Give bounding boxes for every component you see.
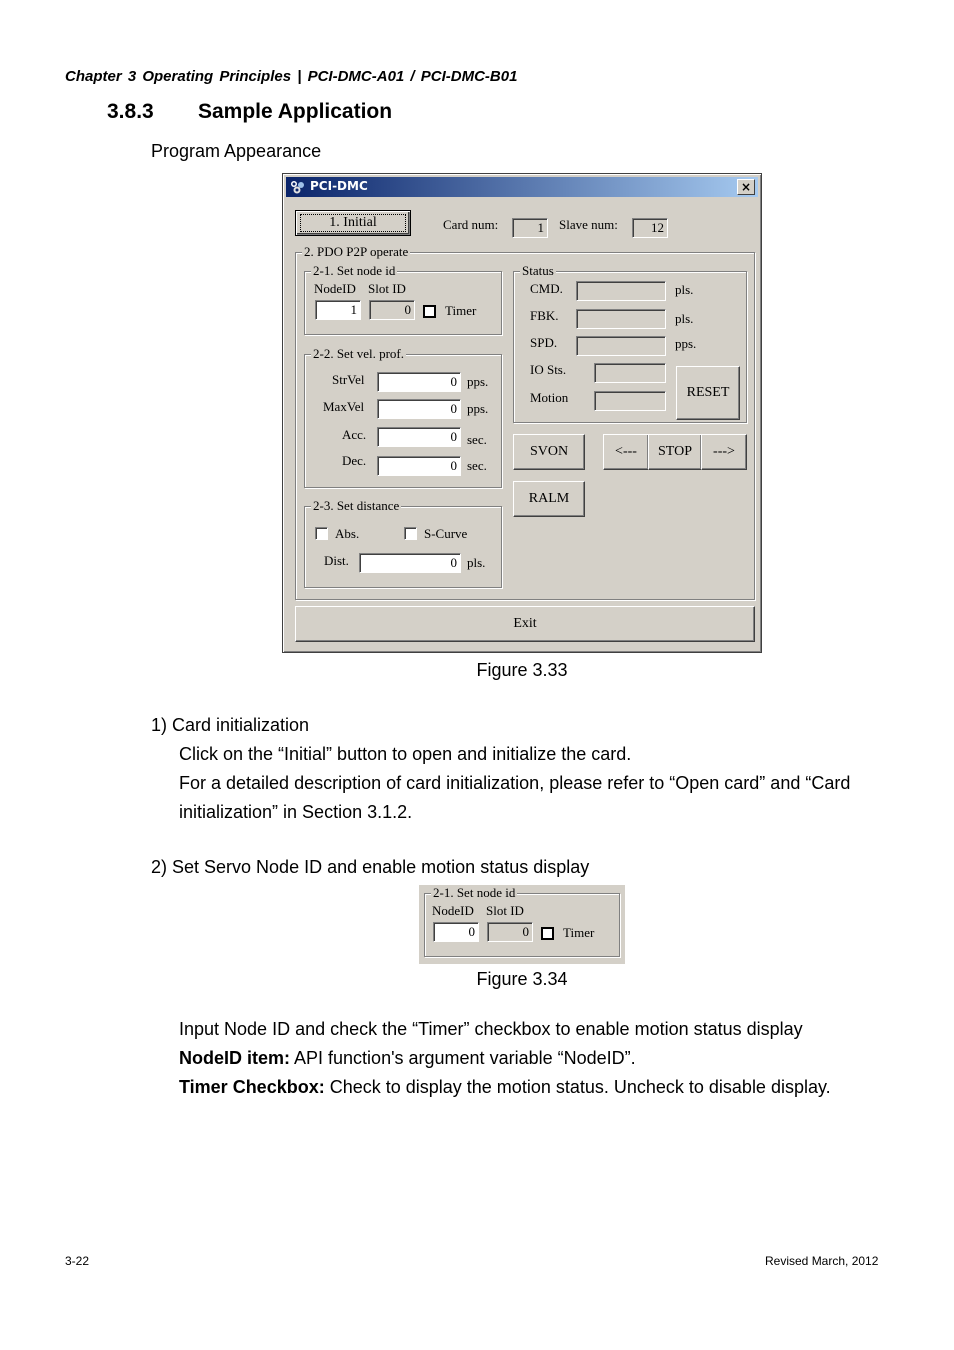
- card-num-field: 1: [512, 218, 548, 238]
- spd-unit: pps.: [675, 336, 697, 351]
- cmd-label: CMD.: [530, 281, 563, 296]
- motion-field: [594, 391, 666, 411]
- initial-button[interactable]: [295, 210, 411, 236]
- figure-3-34-caption: Figure 3.34: [476, 969, 568, 989]
- pdo-p2p-group: [295, 244, 755, 600]
- dec-label: Dec.: [342, 453, 367, 468]
- set-distance-group-label: 2-3. Set distance: [313, 498, 400, 513]
- nodeid-label: NodeID: [314, 281, 356, 296]
- fbk-unit: pls.: [675, 311, 694, 326]
- motion-label: Motion: [530, 390, 569, 405]
- timer-label: Timer: [445, 303, 477, 318]
- reset-button[interactable]: RESET: [676, 366, 740, 420]
- iosts-field: [594, 363, 666, 383]
- revised-date: Revised March, 2012: [765, 1254, 879, 1268]
- close-icon[interactable]: ×: [737, 179, 755, 195]
- initial-button-label: 1. Initial: [329, 215, 377, 230]
- svon-button[interactable]: SVON: [513, 434, 585, 470]
- figure-3-33-caption: Figure 3.33: [476, 660, 568, 680]
- abs-checkbox[interactable]: [315, 527, 328, 540]
- scurve-label: S-Curve: [424, 526, 468, 541]
- fig2-slotid-label: Slot ID: [486, 903, 524, 918]
- fig2-group-label: 2-1. Set node id: [433, 885, 516, 900]
- status-group: [513, 263, 747, 423]
- cmd-unit: pls.: [675, 282, 694, 297]
- cmd-field: [576, 281, 666, 301]
- timer-checkbox[interactable]: [423, 305, 436, 318]
- spd-label: SPD.: [530, 335, 558, 350]
- jog-right-button[interactable]: --->: [701, 434, 747, 470]
- fig2-timer-checkbox[interactable]: [541, 927, 554, 940]
- strvel-label: StrVel: [332, 372, 365, 387]
- slave-num-label: Slave num:: [559, 217, 618, 232]
- jog-left-button[interactable]: <---: [603, 434, 649, 470]
- focus-ring: [300, 214, 406, 232]
- pci-dmc-window: [282, 173, 762, 653]
- maxvel-label: MaxVel: [323, 399, 365, 414]
- card-num-label: Card num:: [443, 217, 499, 232]
- nodeid-description-text: API function's argument variable “NodeID”.: [290, 1048, 636, 1068]
- strvel-unit: pps.: [467, 374, 489, 389]
- ralm-button[interactable]: RALM: [513, 481, 585, 517]
- timer-description: [179, 1077, 831, 1098]
- title-bar[interactable]: [286, 177, 758, 197]
- dist-input[interactable]: 0: [359, 553, 461, 573]
- acc-unit: sec.: [467, 432, 487, 447]
- maxvel-unit: pps.: [467, 401, 489, 416]
- acc-input[interactable]: 0: [377, 427, 461, 447]
- dist-label: Dist.: [324, 553, 349, 568]
- item1-line3: initialization” in Section 3.1.2.: [179, 802, 413, 822]
- item1-heading: 1) Card initialization: [151, 715, 310, 735]
- item1-line2: For a detailed description of card initialization, please refer to “Open card” and “Card: [179, 773, 851, 793]
- section-number: 3.8.3: [107, 100, 154, 123]
- figure-3-34: [419, 885, 625, 964]
- fbk-field: [576, 309, 666, 329]
- set-node-id-group: [304, 263, 502, 335]
- fig2-set-node-id-group: [424, 885, 620, 957]
- fbk-label: FBK.: [530, 308, 559, 323]
- dec-input[interactable]: 0: [377, 456, 461, 476]
- nodeid-description-term: NodeID item:: [179, 1048, 291, 1068]
- section-title: Sample Application: [198, 100, 393, 123]
- status-group-label: Status: [522, 263, 554, 278]
- set-distance-group: [304, 498, 502, 588]
- item1-line1: Click on the “Initial” button to open and initialize the card.: [179, 744, 632, 764]
- program-appearance-label: Program Appearance: [151, 141, 322, 161]
- set-vel-prof-group: [304, 346, 502, 488]
- nodeid-description: [179, 1048, 636, 1069]
- iosts-label: IO Sts.: [530, 362, 567, 377]
- set-vel-prof-group-label: 2-2. Set vel. prof.: [313, 346, 404, 361]
- fig2-timer-label: Timer: [563, 925, 595, 940]
- acc-label: Acc.: [342, 427, 367, 442]
- app-icon: [289, 179, 306, 195]
- scurve-checkbox[interactable]: [404, 527, 417, 540]
- page-number: 3-22: [65, 1254, 90, 1268]
- timer-description-text: Check to display the motion status. Uncheck to disable display.: [324, 1077, 831, 1097]
- dist-unit: pls.: [467, 555, 486, 570]
- strvel-input[interactable]: 0: [377, 372, 461, 392]
- stop-button[interactable]: STOP: [648, 434, 702, 470]
- item2-heading: 2) Set Servo Node ID and enable motion status display: [151, 857, 590, 877]
- set-node-id-group-label: 2-1. Set node id: [313, 263, 396, 278]
- pdo-p2p-group-label: 2. PDO P2P operate: [304, 244, 409, 259]
- timer-description-term: Timer Checkbox:: [179, 1077, 325, 1097]
- maxvel-input[interactable]: 0: [377, 399, 461, 419]
- fig2-nodeid-label: NodeID: [432, 903, 474, 918]
- description-line1: Input Node ID and check the “Timer” checkbox to enable motion status display: [179, 1019, 803, 1039]
- exit-button[interactable]: Exit: [295, 606, 755, 642]
- slave-num-field: 12: [632, 218, 668, 238]
- chapter-header: Chapter 3 Operating Principles | PCI-DMC-A01 / PCI-DMC-B01: [65, 68, 518, 85]
- window-title: PCI-DMC: [310, 179, 368, 193]
- fig2-nodeid-input[interactable]: 0: [433, 922, 479, 942]
- slotid-input: 0: [369, 300, 415, 320]
- nodeid-input[interactable]: 1: [315, 300, 361, 320]
- dec-unit: sec.: [467, 458, 487, 473]
- fig2-slotid-input: 0: [487, 922, 533, 942]
- slotid-label: Slot ID: [368, 281, 406, 296]
- abs-label: Abs.: [335, 526, 360, 541]
- spd-field: [576, 336, 666, 356]
